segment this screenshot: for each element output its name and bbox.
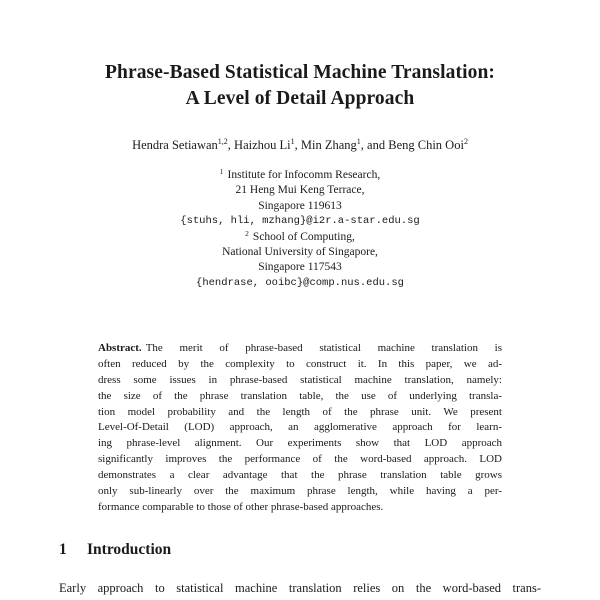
abstract [98, 341, 502, 516]
abstract-line: often reduced by the complexity to construct it. In this paper, we ad- [98, 357, 502, 370]
author-affiliation-mark: 1 [290, 137, 295, 146]
abstract-line: demonstrates a clear advantage that the phrase translation table grows [98, 469, 502, 482]
author-affiliation-mark: 1 [356, 137, 361, 146]
affiliation-line [40, 168, 560, 183]
author-separator: , and [360, 138, 389, 152]
body-text [59, 580, 541, 596]
author-affiliation-mark: 2 [463, 137, 468, 146]
section-heading [59, 540, 171, 560]
author-name: Beng Chin Ooi [388, 138, 464, 152]
affiliation-mark: 2 [245, 228, 249, 238]
abstract-heading: Abstract. [98, 342, 142, 354]
affiliations [40, 168, 560, 291]
author-affiliation-mark: 1,2 [217, 137, 228, 146]
abstract-line: significantly improves the performance of the word-based approach. LOD [98, 453, 502, 466]
abstract-text: The merit of phrase-based statistical machine translation is [145, 342, 502, 354]
section-title: Introduction [87, 541, 172, 558]
affiliation-email: {stuhs, hli, mzhang}@i2r.a-star.edu.sg [180, 215, 420, 228]
abstract-line: dress some issues in phrase-based statistical machine translation, namely: [98, 373, 502, 386]
affiliation-line: 21 Heng Mui Keng Terrace, [235, 184, 365, 197]
title-line-2: A Level of Detail Approach [185, 88, 415, 109]
abstract-line: ing phrase-level alignment. Our experiments show that LOD approach [98, 437, 502, 450]
abstract-line: tion model probability and the length of the phrase unit. We present [98, 405, 502, 418]
abstract-line [98, 341, 502, 357]
abstract-line: Level-Of-Detail (LOD) approach, an agglomerative approach for learn- [98, 421, 502, 434]
abstract-line: only sub-linearly over the maximum phrase length, while having a per- [98, 485, 502, 498]
author-separator: , [227, 138, 235, 152]
affiliation-email: {hendrase, ooibc}@comp.nus.edu.sg [196, 276, 404, 289]
section-number: 1 [59, 541, 67, 558]
title-line-1: Phrase-Based Statistical Machine Translation: [105, 62, 495, 83]
abstract-line: formance comparable to those of other phrase-based approaches. [98, 500, 384, 513]
affiliation-mark: 1 [219, 167, 224, 176]
author-name: Hendra Setiawan [132, 138, 218, 152]
body-line: Early approach to statistical machine translation relies on the word-based trans- [59, 581, 541, 595]
author-list [40, 137, 560, 153]
author-name: Min Zhang [300, 138, 357, 152]
abstract-line: the size of the phrase translation table, the use of underlying transla- [98, 389, 502, 402]
paper-title [40, 60, 560, 112]
affiliation-line: Singapore 119613 [258, 199, 342, 212]
affiliation-text: Institute for Infocomm Research, [227, 169, 381, 181]
author-separator: , [294, 138, 301, 152]
affiliation-text: School of Computing, [252, 230, 355, 243]
author-name: Haizhou Li [234, 138, 291, 152]
affiliation-line: Singapore 117543 [258, 261, 342, 274]
affiliation-line [40, 230, 560, 245]
affiliation-line: National University of Singapore, [222, 245, 378, 258]
